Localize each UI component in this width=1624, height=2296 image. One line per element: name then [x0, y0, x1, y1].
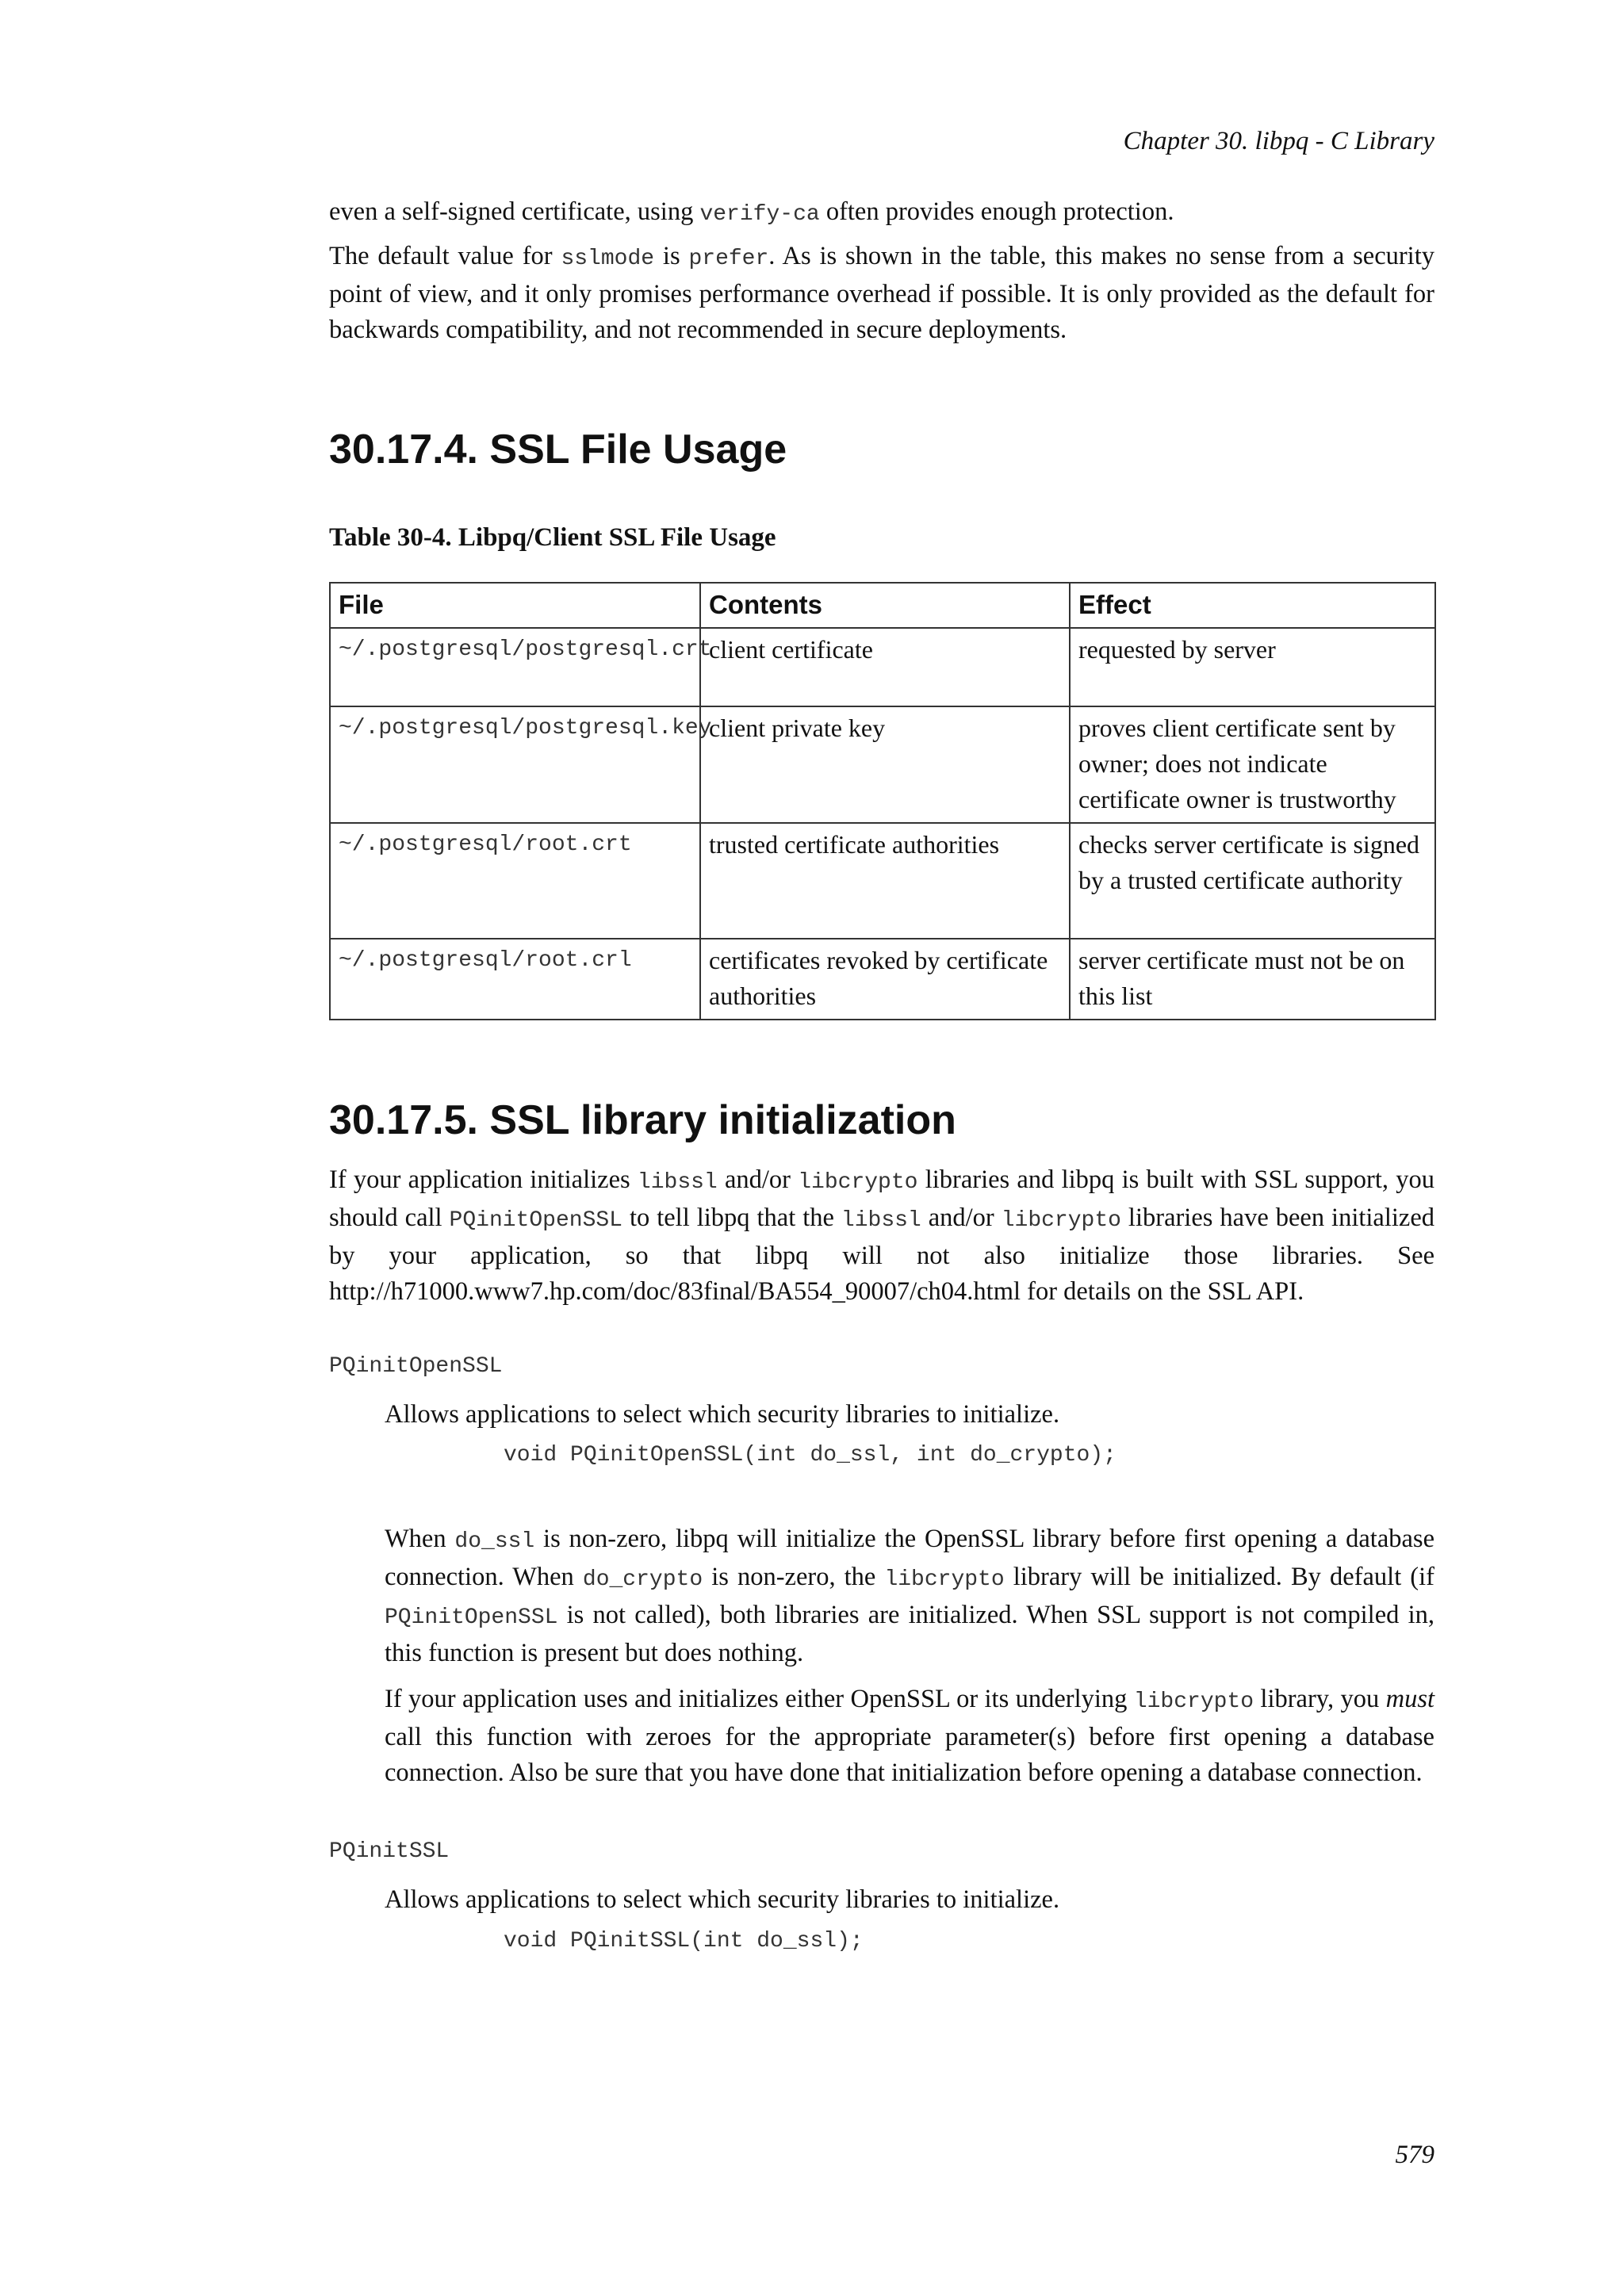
table-row	[330, 628, 1435, 706]
inline-code: do_crypto	[582, 1567, 703, 1592]
init-paragraph-block	[329, 1162, 1434, 1310]
inline-code: sslmode	[561, 247, 655, 271]
column-header-file: File	[330, 583, 700, 628]
function-term-pqinitssl: PQinitSSL	[329, 1839, 450, 1864]
page-number: 579	[1395, 2141, 1434, 2169]
contents-cell: client private key	[700, 706, 1070, 823]
table-title-block	[329, 522, 1434, 553]
inline-code: libcrypto	[798, 1170, 918, 1195]
intro-paragraph-1: even a self-signed certificate, using verify-ca often provides enough protection.	[329, 197, 1174, 227]
intro-block	[329, 194, 1434, 348]
inline-code: libssl	[637, 1170, 718, 1195]
table-row	[330, 939, 1435, 1020]
effect-cell: proves client certificate sent by owner; does not indicate certificate owner is trustworthy	[1070, 706, 1435, 823]
section-heading: 30.17.4. SSL File Usage	[329, 427, 787, 473]
effect-cell: checks server certificate is signed by a trusted certificate authority	[1070, 823, 1435, 939]
ssl-file-table-wrapper	[329, 582, 1434, 1020]
effect-cell: requested by server	[1070, 628, 1435, 706]
inline-code: PQinitOpenSSL	[385, 1605, 558, 1630]
inline-code: verify-ca	[699, 202, 820, 227]
column-header-effect: Effect	[1070, 583, 1435, 628]
file-cell: ~/.postgresql/postgresql.crt	[330, 628, 700, 706]
table-row	[330, 823, 1435, 939]
function-term-pqinitopenssl: PQinitOpenSSL	[329, 1354, 503, 1379]
inline-code: PQinitOpenSSL	[449, 1208, 622, 1233]
description-paragraph-2: If your application uses and initializes either OpenSSL or its underlying libcrypto library, you must call this function with zeroes for the appropriate parameter(s) before first opening a database connection. Also be sure that you have done that initialization before opening a database connection.	[385, 1685, 1434, 1787]
function-summary: Allows applications to select which security libraries to initialize.	[385, 1885, 1060, 1914]
section-ssl-library-init	[329, 1096, 1434, 1144]
table-header-row	[330, 583, 1435, 628]
section-ssl-file-usage	[329, 426, 1434, 473]
file-cell: ~/.postgresql/root.crt	[330, 823, 700, 939]
effect-cell: server certificate must not be on this list	[1070, 939, 1435, 1020]
emphasis: must	[1385, 1685, 1434, 1713]
table-row	[330, 706, 1435, 823]
running-header: Chapter 30. libpq - C Library	[1123, 127, 1434, 155]
description-paragraph-1: When do_ssl is non-zero, libpq will initialize the OpenSSL library before first opening a database connection. When do_crypto is non-zero, the libcrypto library will be initialized. By default (if PQinitOpenSSL is not called), both libraries are initialized. When SSL support is not compiled in, this function is present but does nothing.	[385, 1525, 1435, 1667]
contents-cell: client certificate	[700, 628, 1070, 706]
column-header-contents: Contents	[700, 583, 1070, 628]
inline-code: libcrypto	[884, 1567, 1005, 1592]
table-title: Table 30-4. Libpq/Client SSL File Usage	[329, 523, 776, 552]
function-summary: Allows applications to select which security libraries to initialize.	[385, 1400, 1060, 1429]
function-synopsis: void PQinitSSL(int do_ssl);	[504, 1929, 864, 1954]
file-cell: ~/.postgresql/postgresql.key	[330, 706, 700, 823]
inline-code: libcrypto	[1133, 1689, 1254, 1714]
function-synopsis: void PQinitOpenSSL(int do_ssl, int do_crypto);	[504, 1443, 1116, 1468]
intro-paragraph-2: The default value for sslmode is prefer. As is shown in the table, this makes no sense from a security point of view, and it only promises performance overhead if possible. It is only provided as the default for backwards compatibility, and not recommended in secure deployments.	[329, 242, 1434, 344]
init-paragraph: If your application initializes libssl and/or libcrypto libraries and libpq is built with SSL support, you should call PQinitOpenSSL to tell libpq that the libssl and/or libcrypto libraries have been initialized by your application, so that libpq will not also initialize those libraries. See http://h71000.www7.hp.com/doc/83final/BA554_90007/ch04.html for details on the SSL API.	[329, 1165, 1435, 1306]
function-description	[385, 1521, 1434, 1791]
ssl-file-usage-table	[329, 582, 1436, 1020]
file-cell: ~/.postgresql/root.crl	[330, 939, 700, 1020]
inline-code: prefer	[688, 247, 769, 271]
contents-cell: certificates revoked by certificate authorities	[700, 939, 1070, 1020]
inline-code: libcrypto	[1001, 1208, 1121, 1233]
inline-code: do_ssl	[454, 1529, 535, 1554]
inline-code: libssl	[841, 1208, 921, 1233]
contents-cell: trusted certificate authorities	[700, 823, 1070, 939]
section-heading: 30.17.5. SSL library initialization	[329, 1097, 956, 1143]
